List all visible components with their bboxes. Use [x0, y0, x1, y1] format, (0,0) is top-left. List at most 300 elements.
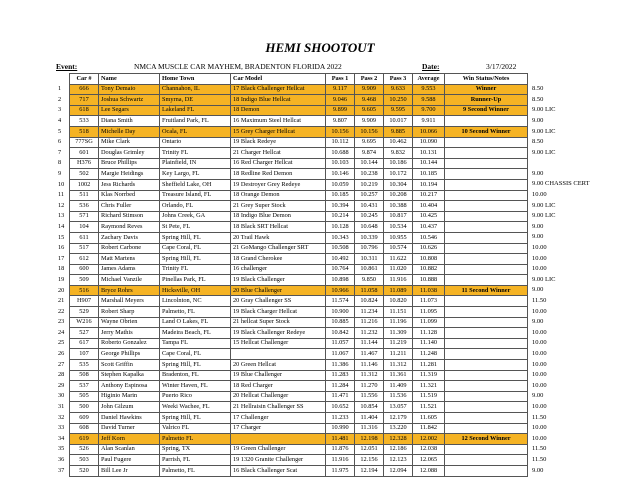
car-number-cell: 601	[70, 148, 99, 159]
extra-note-cell: 9.00 CHASSIS CERT	[532, 180, 590, 188]
car-number-cell: 619	[70, 434, 99, 445]
car-model-cell: 20 Gray Challenger SS	[231, 296, 326, 307]
pass3-cell: 10.462	[384, 137, 413, 148]
extra-note-cell: 11.50	[532, 297, 547, 305]
position-cell: 33	[58, 424, 65, 432]
table-row	[56, 116, 604, 127]
car-model-cell: 19 Black Charger Hellcat	[231, 307, 326, 318]
pass2-cell: 11.232	[355, 328, 384, 339]
name-cell: Scott Griffin	[99, 360, 160, 371]
pass1-cell: 9.807	[326, 116, 355, 127]
name-cell: Bruce Phillips	[99, 158, 160, 169]
average-cell: 11.842	[413, 423, 445, 434]
date-label: Date:	[422, 62, 440, 71]
car-model-cell: 21 GoMango Challenger SRT	[231, 243, 326, 254]
average-cell: 10.882	[413, 264, 445, 275]
average-cell: 10.888	[413, 275, 445, 286]
hometown-header: Home Town	[160, 74, 231, 85]
position-cell: 15	[58, 233, 65, 241]
position-cell: 29	[58, 381, 65, 389]
car-number-header: Car #	[70, 74, 99, 85]
average-cell: 9.911	[413, 116, 445, 127]
name-cell: Joshua Schwartz	[99, 95, 160, 106]
status-cell	[445, 148, 528, 159]
average-cell: 10.217	[413, 190, 445, 201]
pass3-cell: 10.574	[384, 243, 413, 254]
average-cell: 11.140	[413, 338, 445, 349]
pass3-cell: 10.817	[384, 211, 413, 222]
position-cell: 7	[58, 148, 62, 156]
car-model-cell: 17 Charger	[231, 423, 326, 434]
table-row	[56, 338, 604, 349]
car-model-cell: 15 Hellcat Challenger	[231, 338, 326, 349]
car-number-cell: W216	[70, 317, 99, 328]
status-cell: 9 Second Winner	[445, 105, 528, 116]
pass3-cell: 13.220	[384, 423, 413, 434]
car-model-cell	[231, 349, 326, 360]
pass3-cell: 11.020	[384, 264, 413, 275]
car-number-cell: 612	[70, 254, 99, 265]
position-cell: 35	[58, 445, 65, 453]
pass3-cell: 11.219	[384, 338, 413, 349]
car-number-cell: 517	[70, 243, 99, 254]
hometown-cell: Palmetto, FL	[160, 307, 231, 318]
extra-note-cell: 8.50	[532, 85, 544, 93]
pass1-cell: 11.471	[326, 391, 355, 402]
average-cell: 11.519	[413, 391, 445, 402]
car-model-cell: 18 Black SRT Hellcat	[231, 222, 326, 233]
table-row	[56, 317, 604, 328]
pass2-cell: 12.051	[355, 444, 384, 455]
pass2-cell: 9.874	[355, 148, 384, 159]
status-cell	[445, 465, 528, 476]
pass1-cell: 9.117	[326, 84, 355, 95]
hometown-cell: Sheffield Lake, OH	[160, 179, 231, 190]
pass3-cell: 11.151	[384, 307, 413, 318]
average-cell: 10.437	[413, 222, 445, 233]
pass2-cell: 10.648	[355, 222, 384, 233]
name-cell: Higinio Marin	[99, 391, 160, 402]
car-number-cell: 516	[70, 285, 99, 296]
extra-note-cell: 9.00 LIC	[532, 148, 556, 156]
average-cell: 10.546	[413, 232, 445, 243]
position-cell: 19	[58, 275, 65, 283]
pass3-cell: 9.885	[384, 126, 413, 137]
pass3-cell: 10.250	[384, 95, 413, 106]
pass1-header: Pass 1	[326, 74, 355, 85]
name-cell: Anthony Espinosa	[99, 381, 160, 392]
car-model-cell: 19 Black Challenger Redeye	[231, 328, 326, 339]
pass2-cell: 9.850	[355, 275, 384, 286]
position-cell: 3	[58, 106, 62, 114]
name-cell: James Adams	[99, 264, 160, 275]
position-cell: 37	[58, 466, 65, 474]
position-cell: 26	[58, 350, 65, 358]
car-number-cell: 104	[70, 222, 99, 233]
pass1-cell: 10.156	[326, 126, 355, 137]
car-number-cell: 618	[70, 105, 99, 116]
hometown-cell: Spring, TX	[160, 444, 231, 455]
table-row	[56, 105, 604, 116]
extra-note-cell: 10.00	[532, 191, 547, 199]
status-cell	[445, 328, 528, 339]
position-cell: 17	[58, 254, 65, 262]
status-cell	[445, 370, 528, 381]
pass3-cell: 10.186	[384, 158, 413, 169]
pass2-cell: 10.156	[355, 126, 384, 137]
table-row	[56, 413, 604, 424]
pass3-cell: 11.089	[384, 285, 413, 296]
extra-note-cell: 11.50	[532, 455, 547, 463]
hometown-cell: Key Largo, FL	[160, 169, 231, 180]
average-cell: 11.521	[413, 402, 445, 413]
pass3-cell: 11.916	[384, 275, 413, 286]
extra-note-cell: 9.00 LIC	[532, 212, 556, 220]
hometown-cell: Palmetto FL	[160, 434, 231, 445]
position-cell: 5	[58, 127, 62, 135]
pass1-cell: 10.185	[326, 190, 355, 201]
extra-note-cell: 9.00	[532, 318, 544, 326]
extra-note-cell: 8.50	[532, 138, 544, 146]
position-cell: 14	[58, 222, 65, 230]
pass2-cell: 11.312	[355, 370, 384, 381]
car-model-cell: 21 Hellraisin Challenger SS	[231, 402, 326, 413]
status-cell	[445, 402, 528, 413]
status-cell	[445, 307, 528, 318]
extra-note-cell: 10.00	[532, 360, 547, 368]
status-cell	[445, 275, 528, 286]
car-model-cell: 18 Grand Cherokee	[231, 254, 326, 265]
average-header: Average	[413, 74, 445, 85]
table-row	[56, 455, 604, 466]
position-header	[56, 74, 70, 85]
position-cell: 11	[58, 191, 65, 199]
hometown-cell: Ontario	[160, 137, 231, 148]
name-cell: Mike Clark	[99, 137, 160, 148]
pass1-cell: 10.112	[326, 137, 355, 148]
car-number-cell: 777SG	[70, 137, 99, 148]
car-number-cell: 537	[70, 381, 99, 392]
status-cell	[445, 190, 528, 201]
car-number-cell: 617	[70, 338, 99, 349]
table-row	[56, 95, 604, 106]
name-cell: Zachary Davis	[99, 232, 160, 243]
pass3-cell: 10.955	[384, 232, 413, 243]
average-cell: 12.002	[413, 434, 445, 445]
average-cell: 10.626	[413, 243, 445, 254]
hometown-cell: Valrico FL	[160, 423, 231, 434]
hometown-cell: Channahon, IL	[160, 84, 231, 95]
pass2-cell: 12.198	[355, 434, 384, 445]
name-cell: Bill Lee Jr	[99, 465, 160, 476]
pass3-cell: 11.409	[384, 381, 413, 392]
name-cell: Paul Fugere	[99, 455, 160, 466]
car-number-cell: 608	[70, 423, 99, 434]
average-cell: 9.700	[413, 105, 445, 116]
car-model-cell: 18 Indigo Blue Demon	[231, 211, 326, 222]
pass1-cell: 11.283	[326, 370, 355, 381]
pass1-cell: 10.103	[326, 158, 355, 169]
car-number-cell: 503	[70, 455, 99, 466]
status-cell: 11 Second Winner	[445, 285, 528, 296]
status-cell	[445, 391, 528, 402]
pass3-cell: 10.172	[384, 169, 413, 180]
car-number-cell: 505	[70, 391, 99, 402]
average-cell: 11.605	[413, 413, 445, 424]
table-row	[56, 179, 604, 190]
position-cell: 13	[58, 212, 65, 220]
pass3-cell: 9.832	[384, 148, 413, 159]
pass3-cell: 10.388	[384, 201, 413, 212]
hometown-cell: Trinity FL	[160, 264, 231, 275]
name-cell: Michael Vanzile	[99, 275, 160, 286]
extra-note-cell: 10.00	[532, 434, 547, 442]
name-cell: Matt Martens	[99, 254, 160, 265]
pass2-cell: 10.257	[355, 190, 384, 201]
car-model-cell: 19 Destroyer Grey Redeye	[231, 179, 326, 190]
pass3-cell: 10.820	[384, 296, 413, 307]
pass3-cell: 11.622	[384, 254, 413, 265]
pass2-cell: 11.146	[355, 360, 384, 371]
status-cell	[445, 222, 528, 233]
name-cell: Alan Scanlan	[99, 444, 160, 455]
extra-note-cell: 9.00 LIC	[532, 106, 556, 114]
name-cell: Wayne Obrien	[99, 317, 160, 328]
position-cell: 32	[58, 413, 65, 421]
car-number-cell: 611	[70, 232, 99, 243]
car-number-cell: 502	[70, 169, 99, 180]
pass1-cell: 10.688	[326, 148, 355, 159]
table-row	[56, 137, 604, 148]
position-cell: 30	[58, 392, 65, 400]
average-cell: 12.038	[413, 444, 445, 455]
position-cell: 16	[58, 244, 65, 252]
pass2-header: Pass 2	[355, 74, 384, 85]
status-cell	[445, 349, 528, 360]
pass3-cell: 9.595	[384, 105, 413, 116]
pass1-cell: 11.386	[326, 360, 355, 371]
extra-note-cell: 10.00	[532, 381, 547, 389]
pass3-cell: 12.094	[384, 465, 413, 476]
car-number-cell: 571	[70, 211, 99, 222]
car-model-cell: 20 Hellcat Challenger	[231, 391, 326, 402]
hometown-cell: Johns Creek, GA	[160, 211, 231, 222]
pass1-cell: 11.975	[326, 465, 355, 476]
car-number-cell: 518	[70, 126, 99, 137]
car-model-cell: 21 hellcat Super Stock	[231, 317, 326, 328]
car-number-cell: 511	[70, 190, 99, 201]
average-cell: 11.281	[413, 360, 445, 371]
name-cell: Margie Heidings	[99, 169, 160, 180]
status-cell	[445, 444, 528, 455]
car-model-cell: 18 Indigo Blue Hellcat	[231, 95, 326, 106]
average-cell: 11.095	[413, 307, 445, 318]
pass1-cell: 11.284	[326, 381, 355, 392]
pass1-cell: 11.481	[326, 434, 355, 445]
pass1-cell: 10.652	[326, 402, 355, 413]
average-cell: 9.553	[413, 84, 445, 95]
car-model-cell: 19 Black Redeye	[231, 137, 326, 148]
table-row	[56, 444, 604, 455]
car-model-cell: 18 Red Charger	[231, 381, 326, 392]
pass3-cell: 10.017	[384, 116, 413, 127]
car-model-cell: 19 Black Challenger	[231, 275, 326, 286]
pass3-cell: 13.057	[384, 402, 413, 413]
pass1-cell: 10.214	[326, 211, 355, 222]
table-row	[56, 201, 604, 212]
car-number-cell: 529	[70, 307, 99, 318]
status-cell	[445, 211, 528, 222]
pass3-cell: 12.328	[384, 434, 413, 445]
pass2-cell: 10.796	[355, 243, 384, 254]
hometown-cell: Bradenton, FL	[160, 370, 231, 381]
pass3-cell: 11.196	[384, 317, 413, 328]
table-row	[56, 296, 604, 307]
extra-note-cell: 10.00	[532, 265, 547, 273]
table-row	[56, 84, 604, 95]
pass2-cell: 9.605	[355, 105, 384, 116]
hometown-cell: Parrish, FL	[160, 455, 231, 466]
pass3-cell: 12.179	[384, 413, 413, 424]
car-number-cell: 600	[70, 264, 99, 275]
average-cell: 9.588	[413, 95, 445, 106]
hometown-cell: Land O Lakes, FL	[160, 317, 231, 328]
extra-note-cell: 10.00	[532, 402, 547, 410]
name-cell: Jeff Korn	[99, 434, 160, 445]
name-cell: Jess Richards	[99, 179, 160, 190]
car-model-cell: 20 Blue Challenger	[231, 285, 326, 296]
extra-note-cell: 8.50	[532, 95, 544, 103]
table-row	[56, 275, 604, 286]
hometown-cell: Cape Coral, FL	[160, 243, 231, 254]
table-row	[56, 232, 604, 243]
name-cell: Roberto Gonzalez	[99, 338, 160, 349]
status-cell: Runner-Up	[445, 95, 528, 106]
pass1-cell: 10.128	[326, 222, 355, 233]
car-number-cell: 520	[70, 465, 99, 476]
hometown-cell: Spring Hill, FL	[160, 232, 231, 243]
extra-note-cell: 9.00 LIC	[532, 275, 556, 283]
pass2-cell: 12.156	[355, 455, 384, 466]
pass2-cell: 9.468	[355, 95, 384, 106]
pass3-cell: 11.211	[384, 349, 413, 360]
name-cell: George Phillips	[99, 349, 160, 360]
status-cell	[445, 179, 528, 190]
name-cell: Diana Smith	[99, 116, 160, 127]
position-cell: 23	[58, 318, 65, 326]
hometown-cell: Fruitland Park, FL	[160, 116, 231, 127]
car-number-cell: 527	[70, 328, 99, 339]
table-row	[56, 391, 604, 402]
name-cell: Michelle Day	[99, 126, 160, 137]
pass2-cell: 11.216	[355, 317, 384, 328]
average-cell: 10.144	[413, 158, 445, 169]
car-number-cell: 717	[70, 95, 99, 106]
hometown-cell: St Pete, FL	[160, 222, 231, 233]
pass2-cell: 10.824	[355, 296, 384, 307]
car-model-cell	[231, 434, 326, 445]
status-cell	[445, 264, 528, 275]
car-number-cell: 1002	[70, 179, 99, 190]
position-cell: 12	[58, 201, 65, 209]
status-cell	[445, 317, 528, 328]
table-row	[56, 465, 604, 476]
pass2-cell: 11.234	[355, 307, 384, 318]
car-number-cell: 666	[70, 84, 99, 95]
table-row	[56, 169, 604, 180]
extra-note-cell: 10.00	[532, 307, 547, 315]
car-model-cell: 18 Redline Red Demon	[231, 169, 326, 180]
pass1-cell: 10.146	[326, 169, 355, 180]
pass1-cell: 10.900	[326, 307, 355, 318]
name-cell: Tony Demaio	[99, 84, 160, 95]
extra-note-cell: 9.00	[532, 466, 544, 474]
pass3-cell: 10.534	[384, 222, 413, 233]
extra-note-cell: 10.00	[532, 244, 547, 252]
extra-note-cell	[528, 158, 605, 169]
extra-note-cell: 9.00	[532, 286, 544, 294]
status-cell	[445, 201, 528, 212]
pass1-cell: 10.885	[326, 317, 355, 328]
pass2-cell: 10.219	[355, 179, 384, 190]
pass1-cell: 10.343	[326, 232, 355, 243]
table-row	[56, 264, 604, 275]
status-cell: 10 Second Winner	[445, 126, 528, 137]
pass1-cell: 11.876	[326, 444, 355, 455]
average-cell: 10.404	[413, 201, 445, 212]
position-cell: 25	[58, 339, 65, 347]
hometown-cell: Cape Coral, FL	[160, 349, 231, 360]
status-cell	[445, 423, 528, 434]
status-cell: Winner	[445, 84, 528, 95]
name-cell: Lee Segars	[99, 105, 160, 116]
hometown-cell: Spring Hill, FL	[160, 360, 231, 371]
pass1-cell: 10.492	[326, 254, 355, 265]
pass2-cell: 9.909	[355, 116, 384, 127]
pass3-cell: 12.186	[384, 444, 413, 455]
extra-note-cell: 9.00	[532, 116, 544, 124]
hometown-cell: Puerto Rico	[160, 391, 231, 402]
car-model-cell: 19 1320 Granite Challenger	[231, 455, 326, 466]
name-cell: John Gilzum	[99, 402, 160, 413]
hometown-cell: Spring Hill, FL	[160, 413, 231, 424]
average-cell: 10.185	[413, 169, 445, 180]
pass2-cell: 11.144	[355, 338, 384, 349]
hometown-cell: Lincolnton, NC	[160, 296, 231, 307]
car-model-cell: 16 Black Challenger Scat	[231, 465, 326, 476]
extra-header	[528, 74, 605, 85]
pass1-cell: 10.898	[326, 275, 355, 286]
status-cell	[445, 169, 528, 180]
car-model-cell: 19 Blue Challenger	[231, 370, 326, 381]
average-cell: 12.088	[413, 465, 445, 476]
pass1-cell: 11.574	[326, 296, 355, 307]
pass3-cell: 11.361	[384, 370, 413, 381]
hometown-cell: Weeki Wachee, FL	[160, 402, 231, 413]
hometown-cell: Palmetto, FL	[160, 465, 231, 476]
hometown-cell: Tampa FL	[160, 338, 231, 349]
pass2-cell: 9.909	[355, 84, 384, 95]
status-cell	[445, 243, 528, 254]
pass1-cell: 9.046	[326, 95, 355, 106]
page-title: HEMI SHOOTOUT	[265, 40, 375, 55]
status-header: Win Status/Notes	[445, 74, 528, 85]
pass2-cell: 11.316	[355, 423, 384, 434]
pass2-cell: 10.431	[355, 201, 384, 212]
car-number-cell: H907	[70, 296, 99, 307]
average-cell: 12.065	[413, 455, 445, 466]
position-cell: 24	[58, 328, 65, 336]
